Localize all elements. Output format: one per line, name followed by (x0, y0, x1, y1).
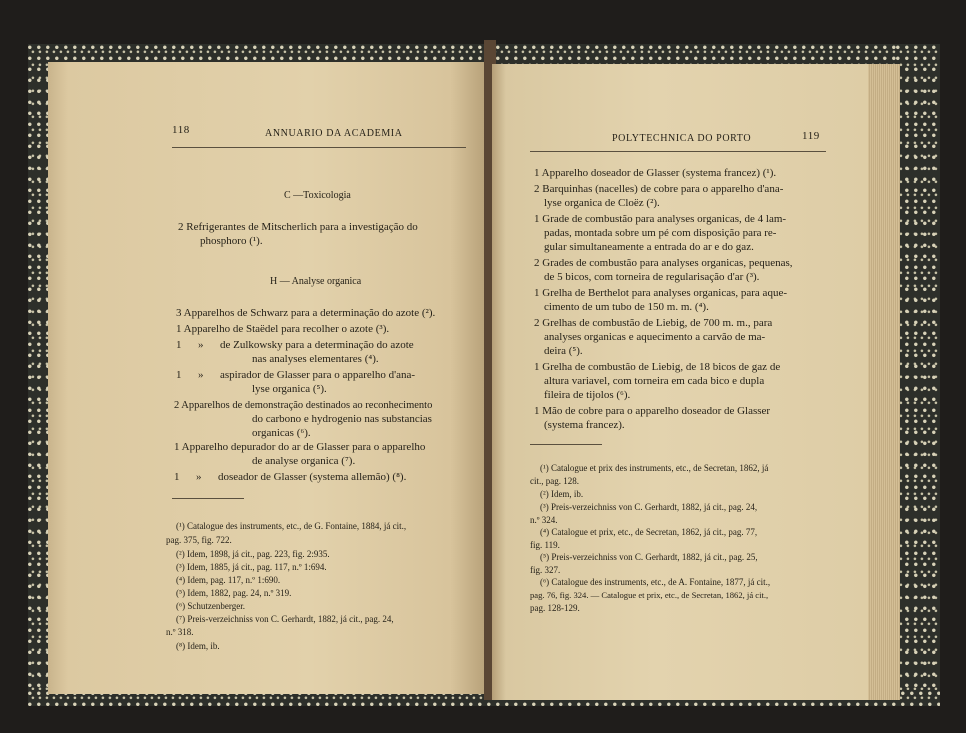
footnote: (⁶) Schutzenberger. (176, 601, 245, 611)
running-head: POLYTECHNICA DO PORTO (612, 133, 752, 144)
entry-line: organicas (⁶). (252, 427, 311, 439)
entry-line: gular simultaneamente a entrada do ar e do gaz. (544, 241, 754, 253)
footnote: cit., pag. 128. (530, 476, 579, 486)
footnote: pag. 76, fig. 324. — Catalogue et prix, etc., de Secretan, 1862, já cit., (530, 590, 769, 600)
left-page (48, 62, 485, 694)
footnote: (²) Idem, ib. (540, 489, 584, 499)
footnote: (¹) Catalogue et prix des instruments, etc., de Secretan, 1862, já (540, 463, 769, 473)
footnote: (⁸) Idem, ib. (176, 641, 220, 651)
page-number: 118 (172, 124, 190, 136)
footnote: (⁶) Catalogue des instruments, etc., de A. Fontaine, 1877, já cit., (540, 577, 771, 587)
section-heading: C —Toxicologia (284, 190, 351, 201)
entry-line: de analyse organica (⁷). (252, 455, 356, 467)
footnote: (⁷) Preis-verzeichniss von C. Gerhardt, 1882, já cit., pag. 24, (176, 614, 394, 624)
footnote: (²) Idem, 1898, já cit., pag. 223, fig. 2:935. (176, 549, 330, 559)
entry-line: lyse organica (⁵). (252, 383, 327, 395)
page-number: 119 (802, 130, 820, 142)
footnote: (⁴) Idem, pag. 117, n.º 1:690. (176, 575, 281, 585)
book-cover-right (896, 44, 940, 706)
entry-line: fileira de tijolos (⁶). (544, 389, 631, 401)
header-rule (172, 147, 466, 148)
footnote-rule (172, 498, 244, 499)
entry-line: (systema francez). (544, 419, 625, 431)
page-edges (868, 64, 900, 700)
running-head: ANNUARIO DA ACADEMIA (265, 128, 403, 139)
footnote: (¹) Catalogue des instruments, etc., de G. Fontaine, 1884, já cit., (176, 521, 407, 531)
footnote: fig. 119. (530, 540, 560, 550)
entry-line: 1 Grelha de Berthelot para analyses organicas, para aque- (534, 287, 787, 299)
entry-line: 1 » de Zulkowsky para a determinação do azote (176, 339, 414, 351)
entry-line: deira (⁵). (544, 345, 583, 357)
footnote: (³) Idem, 1885, já cit., pag. 117, n.º 1:694. (176, 562, 327, 572)
footnote: n.º 324. (530, 515, 558, 525)
entry-line: phosphoro (¹). (200, 235, 263, 247)
entry-line: de 5 bicos, com torneira de regularisação d'ar (³). (544, 271, 760, 283)
entry-line: nas analyses elementares (⁴). (252, 353, 379, 365)
entry-line: lyse organica de Cloëz (²). (544, 197, 660, 209)
footnote: (³) Preis-verzeichniss von C. Gerhardt, 1882, já cit., pag. 24, (540, 502, 758, 512)
section-heading: H — Analyse organica (270, 276, 362, 287)
footnote: (⁵) Preis-verzeichniss von C. Gerhardt, 1882, já cit., pag. 25, (540, 552, 758, 562)
entry-line: 1 Apparelho depurador do ar de Glasser para o apparelho (174, 441, 426, 453)
entry-line: altura variavel, com torneira em cada bico e dupla (544, 375, 765, 387)
entry-line: 1 » aspirador de Glasser para o apparelho d'ana- (176, 369, 416, 381)
entry-line: 1 Grelha de combustão de Liebig, de 18 bicos de gaz de (534, 361, 781, 373)
entry-line: padas, montada sobre um pé com disposição para re- (544, 227, 777, 239)
header-rule (530, 151, 826, 152)
footnote: n.º 318. (166, 627, 194, 637)
footnote: fig. 327. (530, 565, 561, 575)
entry-line: 2 Apparelhos de demonstração destinados ao reconhecimento (174, 400, 433, 411)
entry-line: 1 Mão de cobre para o apparelho doseador de Glasser (534, 405, 771, 417)
entry-line: 3 Apparelhos de Schwarz para a determinação do azote (²). (176, 307, 436, 319)
entry-line: 1 Apparelho doseador de Glasser (systema francez) (¹). (534, 167, 777, 179)
entry-line: 1 Grade de combustão para analyses organicas, de 4 lam- (534, 213, 787, 225)
entry-line: 2 Grades de combustão para analyses organicas, pequenas, (534, 257, 793, 269)
entry-line: 1 Apparelho de Staëdel para recolher o azote (³). (176, 323, 390, 335)
footnote: pag. 128-129. (530, 603, 580, 613)
footnote-rule (530, 444, 602, 445)
entry-line: analyses organicas e aquecimento a carvão de ma- (544, 331, 766, 343)
entry-line: 2 Barquinhas (nacelles) de cobre para o apparelho d'ana- (534, 183, 784, 195)
footnote: (⁵) Idem, 1882, pag. 24, n.º 319. (176, 588, 292, 598)
right-page (492, 64, 900, 700)
footnote: (⁴) Catalogue et prix, etc., de Secretan, 1862, já cit., pag. 77, (540, 527, 758, 537)
entry-line: cimento de um tubo de 150 m. m. (⁴). (544, 301, 709, 313)
entry-line: do carbono e hydrogenio nas substancias (252, 413, 432, 425)
entry-line: 1 » doseador de Glasser (systema allemão) (⁸). (174, 471, 407, 483)
entry-line: 2 Refrigerantes de Mitscherlich para a investigação do (178, 221, 418, 233)
footnote: pag. 375, fig. 722. (166, 535, 232, 545)
entry-line: 2 Grelhas de combustão de Liebig, de 700 m. m., para (534, 317, 773, 329)
